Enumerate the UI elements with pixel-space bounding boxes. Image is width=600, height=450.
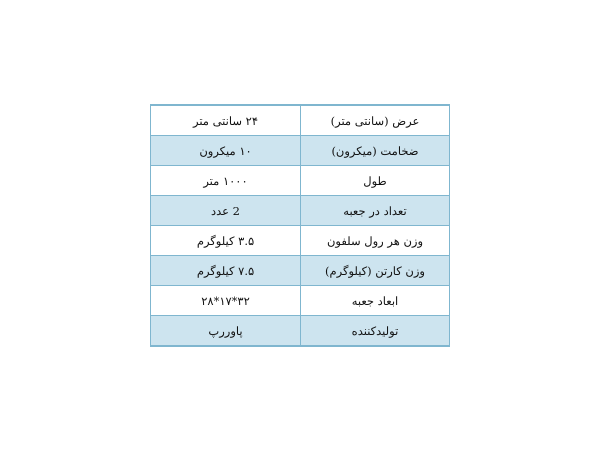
table-row [151,256,450,286]
spec-value: ۲۴ سانتی متر [151,105,301,136]
table-row [151,286,450,316]
spec-value: ۳.۵ کیلوگرم [151,226,301,256]
table-row [151,166,450,196]
spec-label: وزن هر رول سلفون [301,226,450,256]
spec-value: ۳۲*۱۷*۲۸ [151,286,301,316]
table-row [151,105,450,136]
spec-value: ۱۰ میکرون [151,136,301,166]
spec-label: عرض (سانتی متر) [301,105,450,136]
spec-label: تولیدکننده [301,316,450,347]
table-row [151,316,450,347]
table-row [151,136,450,166]
spec-value: پاوررپ [151,316,301,347]
spec-label: وزن کارتن (کیلوگرم) [301,256,450,286]
spec-label: تعداد در جعبه [301,196,450,226]
spec-label: ابعاد جعبه [301,286,450,316]
spec-label: ضخامت (میکرون) [301,136,450,166]
spec-value: ۷.۵ کیلوگرم [151,256,301,286]
table-row [151,226,450,256]
specifications-table [150,104,450,347]
spec-value: 2 عدد [151,196,301,226]
table-row [151,196,450,226]
spec-value: ۱۰۰۰ متر [151,166,301,196]
spec-label: طول [301,166,450,196]
